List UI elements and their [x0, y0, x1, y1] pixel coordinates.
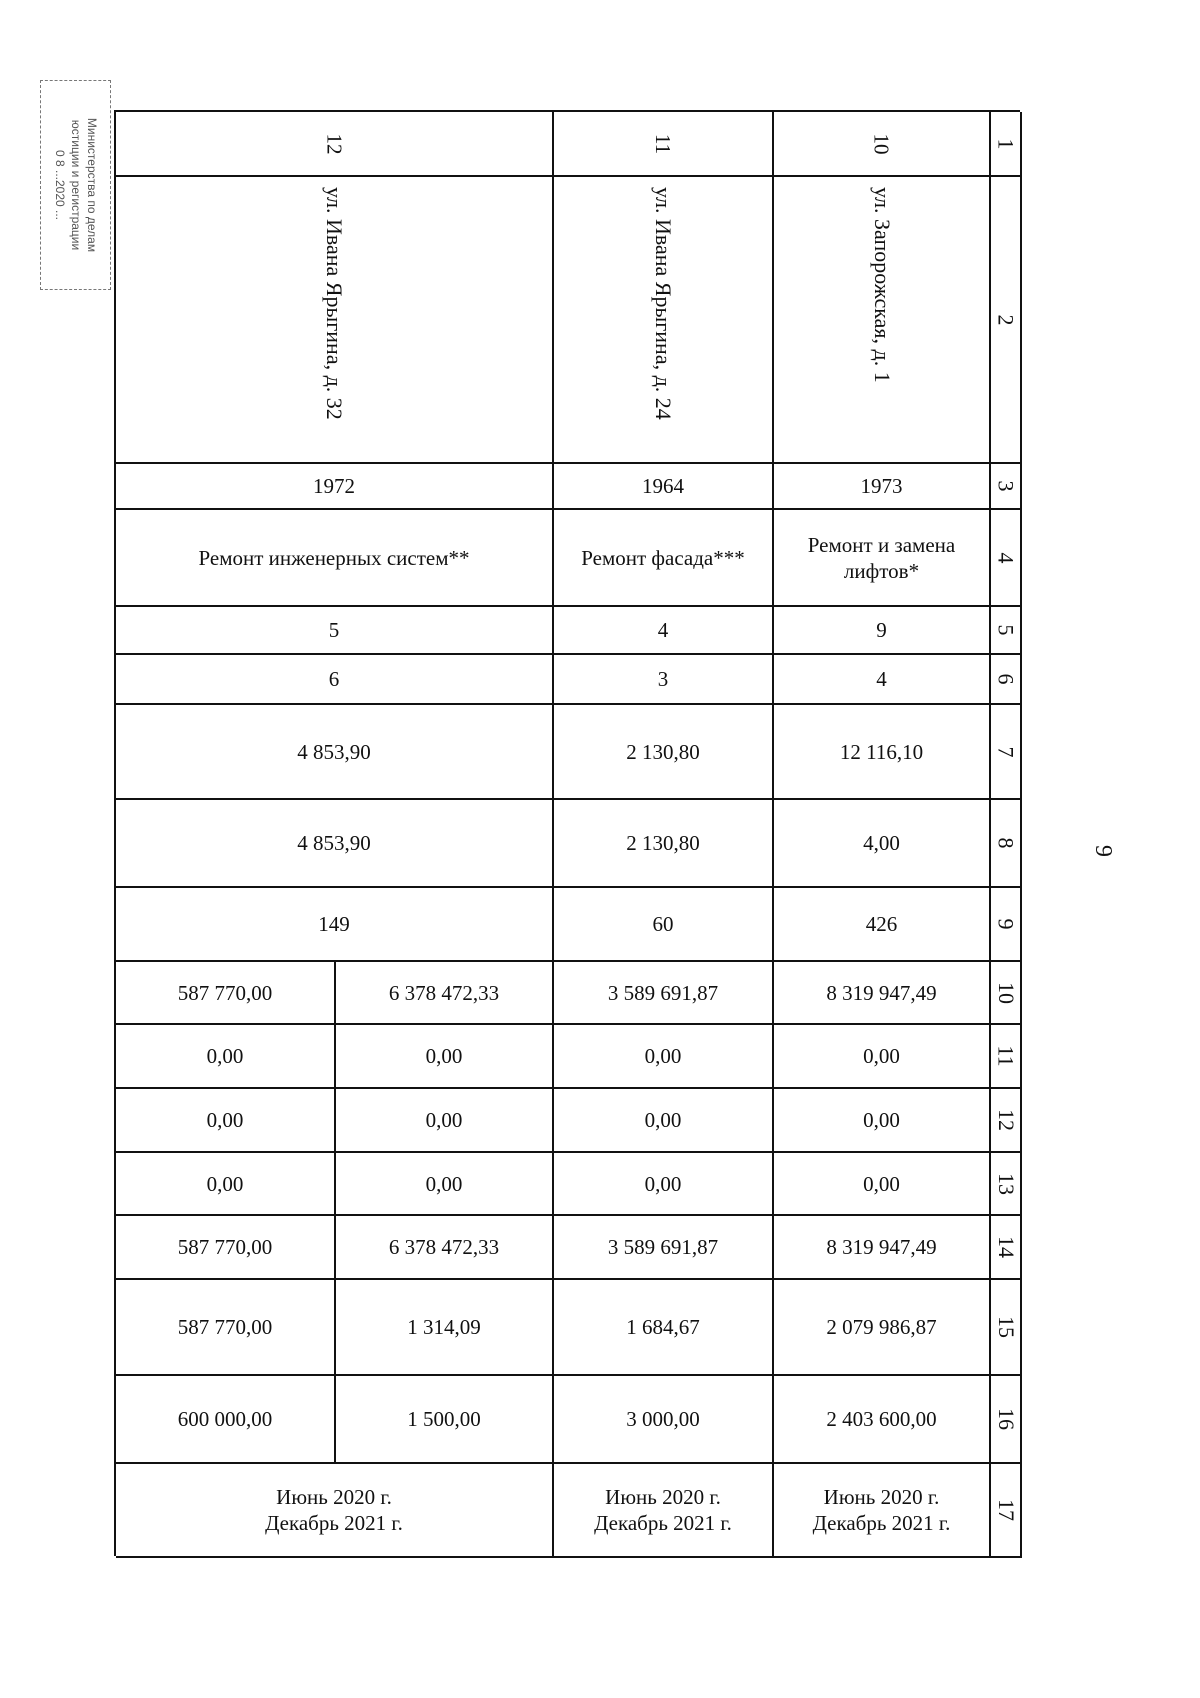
value-cell: 3 589 691,87 [554, 1216, 774, 1280]
work-type-cell: Ремонт и замена лифтов* [774, 510, 991, 607]
stamp-line: 0 8 ...2020 ... [52, 149, 67, 221]
area-cell: 4,00 [774, 800, 991, 888]
row-number-cell [991, 888, 1022, 962]
row-number-cell [991, 1153, 1022, 1216]
row-number-cell [991, 962, 1022, 1025]
row-number: 15 [993, 1316, 1019, 1338]
building-number: 12 [322, 133, 346, 154]
value-cell: 600 000,00 [116, 1376, 336, 1464]
row-number-cell [991, 177, 1022, 464]
address-cell [116, 177, 554, 464]
row-number-cell [991, 1464, 1022, 1558]
residents-cell: 426 [774, 888, 991, 962]
value-cell: 0,00 [554, 1025, 774, 1089]
value-cell: 0,00 [554, 1089, 774, 1153]
cost-cell: 587 770,00 [116, 962, 336, 1025]
row-number: 2 [993, 314, 1019, 325]
stamp-line: юстиции и регистрации [68, 119, 83, 251]
value-cell: 3 000,00 [554, 1376, 774, 1464]
page-number: 9 [1090, 845, 1116, 857]
value-cell: 1 500,00 [336, 1376, 554, 1464]
row-number: 5 [993, 624, 1019, 636]
repair-table [114, 110, 1020, 1556]
row-number: 9 [993, 918, 1019, 930]
period-cell [116, 1464, 554, 1558]
value-cell: 587 770,00 [116, 1216, 336, 1280]
row-number-cell [991, 800, 1022, 888]
year-cell: 1973 [774, 464, 991, 510]
residents-cell: 149 [116, 888, 554, 962]
value-cell: 0,00 [116, 1025, 336, 1089]
value-cell: 1 314,09 [336, 1280, 554, 1376]
period-start: Июнь 2020 г. [823, 1485, 940, 1509]
stamp-line: Министерства по делам [84, 117, 99, 253]
row-number-cell [991, 655, 1022, 705]
value-cell: 0,00 [336, 1025, 554, 1089]
stamp-text [52, 82, 100, 288]
registration-stamp [40, 80, 111, 290]
row-number-cell [991, 112, 1022, 177]
cost-cell: 3 589 691,87 [554, 962, 774, 1025]
value-cell: 0,00 [554, 1153, 774, 1216]
year-cell: 1972 [116, 464, 554, 510]
entrances-cell: 6 [116, 655, 554, 705]
period-start: Июнь 2020 г. [276, 1485, 392, 1509]
row-number: 4 [993, 552, 1019, 563]
building-address: ул. Ивана Ярыгина, д. 24 [651, 187, 676, 420]
cost-cell: 6 378 472,33 [336, 962, 554, 1025]
value-cell: 0,00 [336, 1153, 554, 1216]
period-cell [774, 1464, 991, 1558]
period-end: Декабрь 2021 г. [812, 1511, 951, 1535]
row-number: 3 [993, 480, 1019, 492]
row-number-cell [991, 1280, 1022, 1376]
work-type-cell: Ремонт инженерных систем** [116, 510, 554, 607]
total-area-cell: 2 130,80 [554, 705, 774, 800]
row-number: 11 [993, 1045, 1019, 1067]
row-number: 10 [993, 981, 1019, 1004]
value-cell: 8 319 947,49 [774, 1216, 991, 1280]
value-cell: 0,00 [774, 1089, 991, 1153]
row-number: 14 [993, 1236, 1019, 1258]
area-cell: 4 853,90 [116, 800, 554, 888]
row-number-cell [991, 1089, 1022, 1153]
row-number-cell [991, 510, 1022, 607]
entrances-cell: 4 [774, 655, 991, 705]
period-end: Декабрь 2021 г. [265, 1511, 403, 1535]
row-number: 8 [993, 837, 1019, 849]
building-address: ул. Запорожская, д. 1 [869, 187, 895, 383]
value-cell: 587 770,00 [116, 1280, 336, 1376]
floors-cell: 4 [554, 607, 774, 655]
value-cell: 0,00 [774, 1025, 991, 1089]
row-number-cell [991, 705, 1022, 800]
row-number: 16 [993, 1408, 1019, 1430]
residents-cell: 60 [554, 888, 774, 962]
value-cell: 2 403 600,00 [774, 1376, 991, 1464]
value-cell: 0,00 [336, 1089, 554, 1153]
building-number-cell [554, 112, 774, 177]
cost-cell: 8 319 947,49 [774, 962, 991, 1025]
value-cell: 6 378 472,33 [336, 1216, 554, 1280]
period-cell [554, 1464, 774, 1558]
row-number: 6 [993, 673, 1019, 685]
total-area-cell: 4 853,90 [116, 705, 554, 800]
row-number: 17 [993, 1499, 1019, 1521]
total-area-cell: 12 116,10 [774, 705, 991, 800]
building-number-cell [774, 112, 991, 177]
work-type-cell: Ремонт фасада*** [554, 510, 774, 607]
floors-cell: 5 [116, 607, 554, 655]
building-number-cell [116, 112, 554, 177]
row-number: 12 [993, 1109, 1019, 1131]
row-number-cell [991, 1025, 1022, 1089]
row-number-cell [991, 607, 1022, 655]
value-cell: 0,00 [116, 1153, 336, 1216]
row-number-cell [991, 1216, 1022, 1280]
area-cell: 2 130,80 [554, 800, 774, 888]
address-cell [774, 177, 991, 464]
year-cell: 1964 [554, 464, 774, 510]
building-number: 10 [869, 133, 894, 154]
row-number: 7 [993, 746, 1019, 757]
value-cell: 1 684,67 [554, 1280, 774, 1376]
row-number: 1 [993, 138, 1019, 149]
row-number: 13 [993, 1172, 1019, 1195]
period-end: Декабрь 2021 г. [594, 1511, 732, 1535]
period-start: Июнь 2020 г. [605, 1485, 721, 1509]
value-cell: 2 079 986,87 [774, 1280, 991, 1376]
row-number-cell [991, 464, 1022, 510]
row-number-cell [991, 1376, 1022, 1464]
address-cell [554, 177, 774, 464]
value-cell: 0,00 [774, 1153, 991, 1216]
building-number: 11 [650, 133, 675, 154]
building-address: ул. Ивана Ярыгина, д. 32 [322, 187, 347, 420]
entrances-cell: 3 [554, 655, 774, 705]
floors-cell: 9 [774, 607, 991, 655]
value-cell: 0,00 [116, 1089, 336, 1153]
